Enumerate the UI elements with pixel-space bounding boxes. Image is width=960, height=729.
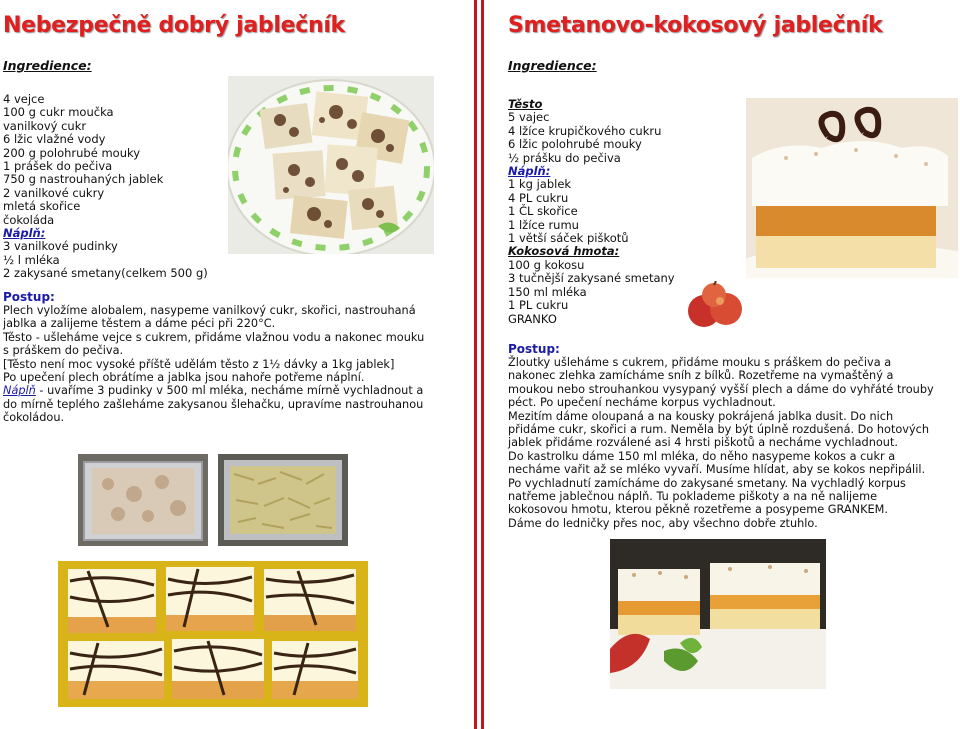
coconut-item: 100 g kokosu: [508, 257, 585, 272]
method-paragraph: Do kastrolku dáme 150 ml mléka, do něho nasypeme kokos a cukr a necháme vařit až se mléko vyvaří. Musíme hlídat, aby se kokos nepřipálil. Po vychladnutí zamícháme do zakysané smetany. Na vychladlý korpus natřeme jablečnou náplň. Tu poklademe piškoty a na ně nalijeme kokosovou hmotu, kterou pěkně rozetřeme a posypeme GRANKEM.: [508, 449, 926, 517]
filling-item: 4 PL cukru: [508, 190, 569, 205]
method-paragraph: Mezitím dáme oloupaná a na kousky pokrájená jablka dusit. Do nich přidáme cukr, skořici a rum. Neměla by být úplně rozdušená. Do hotových jablek přidáme rozválené asi 4 hrsti piškotů a necháme vychladnout.: [508, 409, 930, 450]
cake-plate-photo: [228, 76, 434, 254]
right-ingredients-list: [508, 98, 675, 326]
right-method-heading: Postup:: [508, 342, 560, 356]
coconut-heading: Kokosová hmota:: [508, 244, 620, 259]
dough-item: 6 lžic polohrubé mouky: [508, 137, 642, 152]
method-paragraph: Těsto - ušleháme vejce s cukrem, přidáme vlažnou vodu a nakonec mouku s práškem do pečiva.: [3, 330, 425, 358]
baking-tray-photo: [78, 454, 208, 546]
coconut-cake-slices-photo: [610, 539, 826, 689]
coconut-item: 3 tučnější zakysané smetany: [508, 271, 675, 286]
coconut-item: 150 ml mléka: [508, 284, 587, 299]
filling-item: 1 kg jablek: [508, 177, 572, 192]
dough-item: ½ prášku do pečiva: [508, 150, 621, 165]
coconut-item: GRANKO: [508, 311, 557, 326]
left-ingredients-heading: Ingredience:: [3, 58, 92, 73]
right-recipe-title: Smetanovo-kokosový jablečník: [508, 13, 883, 38]
ingredient-item: 200 g polohrubé mouky: [3, 145, 141, 160]
ingredient-item: vanilkový cukr: [3, 118, 87, 133]
left-method-heading: Postup:: [3, 290, 55, 304]
filling-inline-label: Náplň: [3, 384, 36, 398]
ingredient-item: 6 lžic vlažné vody: [3, 132, 106, 147]
method-paragraph: Plech vyložíme alobalem, nasypeme vanilkový cukr, skořici, nastrouhaná jablka a zalijeme těstem a dáme péci při 220°C.: [3, 304, 416, 331]
right-filling-heading: Náplň:: [508, 164, 551, 179]
method-paragraph: Po upečení plech obrátíme a jablka jsou nahoře potřeme náplní.: [3, 371, 365, 385]
left-recipe-page: [0, 0, 472, 729]
left-ingredients-list: [3, 93, 208, 281]
filling-item: 1 lžíce rumu: [508, 217, 579, 232]
ingredient-item: 4 vejce: [3, 92, 45, 106]
dough-heading: Těsto: [508, 97, 543, 111]
right-ingredients-heading: Ingredience:: [508, 58, 597, 73]
left-recipe-title: Nebezpečně dobrý jablečník: [3, 13, 345, 38]
ingredient-item: 1 prášek do pečiva: [3, 159, 113, 174]
method-paragraph: Žloutky ušleháme s cukrem, přidáme mouku s práškem do pečiva a nakonec zlehka zamícháme sníh z bílků. Rozetřeme na vymaštěný a moukou nebo strouhankou vysypaný vyšší plech a dáme do vyhřáté trouby péct. Po upečení necháme korpus vychladnout.: [508, 356, 934, 410]
ingredient-item: čokoláda: [3, 212, 55, 227]
filling-item: 1 větší sáček piškotů: [508, 231, 629, 246]
filling-item: ½ l mléka: [3, 252, 60, 267]
method-paragraph: [Těsto není moc vysoké příště udělám těsto z 1½ dávky a 1kg jablek]: [3, 357, 395, 371]
dough-item: 5 vajec: [508, 110, 550, 125]
right-method-text: [508, 356, 938, 530]
dough-item: 4 lžíce krupičkového cukru: [508, 123, 662, 138]
filling-item: 2 zakysané smetany(celkem 500 g): [3, 266, 208, 281]
filling-item: 1 ČL skořice: [508, 204, 578, 219]
apples-photo: [684, 281, 748, 331]
ingredient-item: 750 g nastrouhaných jablek: [3, 172, 164, 187]
method-paragraph: Dáme do ledničky přes noc, aby všechno dobře ztuhlo.: [508, 516, 818, 530]
page-divider-line: [481, 0, 484, 729]
ingredient-item: 2 vanilkové cukry: [3, 185, 105, 200]
filling-item: 3 vanilkové pudinky: [3, 239, 118, 254]
method-last-text: - uvaříme 3 pudinky v 500 ml mléka, necháme mírně vychladnout a do mírně teplého zašleháme zakysanou šlehačku, upravíme nastrouhanou čokoládou.: [3, 384, 424, 425]
left-filling-heading: Náplň:: [3, 226, 46, 241]
right-recipe-page: [488, 0, 960, 729]
left-method-text: [3, 304, 433, 425]
cream-cake-slice-photo: [746, 98, 958, 278]
page-divider-line: [474, 0, 477, 729]
ingredient-item: 100 g cukr moučka: [3, 105, 114, 120]
coconut-item: 1 PL cukru: [508, 298, 569, 313]
method-paragraph: [3, 384, 433, 424]
ingredient-item: mletá skořice: [3, 199, 81, 214]
chocolate-striped-slices-photo: [58, 561, 368, 707]
apple-topping-tray-photo: [218, 454, 348, 546]
